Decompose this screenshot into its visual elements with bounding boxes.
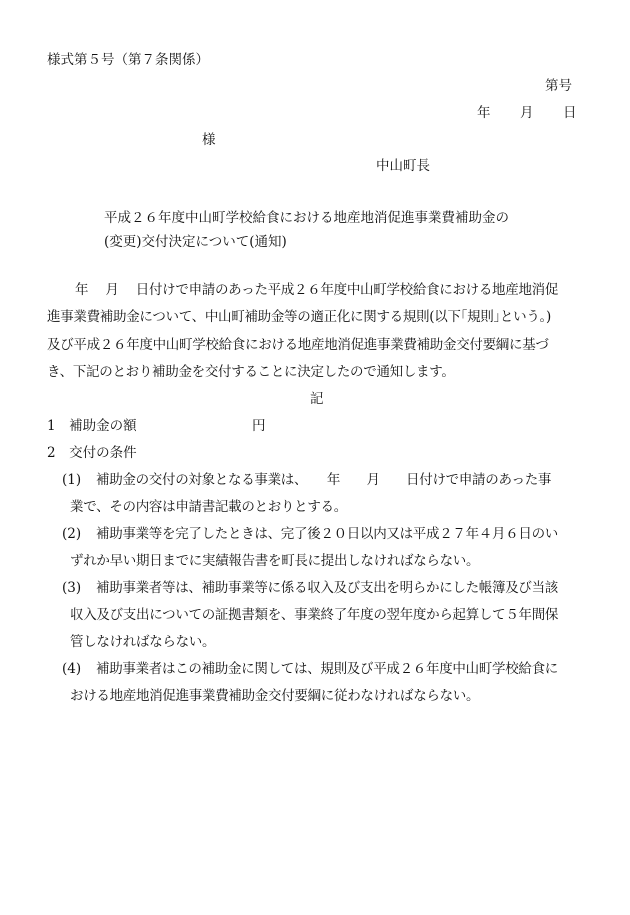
condition-4-line-2: おける地産地消促進事業費補助金交付要綱に従わなければならない。 [70,688,480,704]
date-day: 日 [563,105,577,121]
condition-1-number: (1) [62,472,82,488]
condition-4-number: (4) [62,661,82,677]
condition-2-line-2: ずれか早い期日までに実績報告書を町長に提出しなければならない。 [70,553,480,569]
condition-3-line-2: 収入及び支出についての証拠書類を、事業終了年度の翌年度から起算して５年間保 [70,607,559,623]
body-line-4: き、下記のとおり補助金を交付することに決定したので通知します。 [47,364,455,380]
condition-2-number: (2) [62,526,82,542]
item-1-label: 1 補助金の額 [47,418,137,434]
condition-4-line-1: 補助事業者はこの補助金に関しては、規則及び平成２６年度中山町学校給食に [96,661,558,677]
body-line-1: 年 月 日付けで申請のあった平成２６年度中山町学校給食における地産地消促 [75,282,559,298]
recipient-suffix: 様 [202,132,216,148]
item-1-unit: 円 [252,418,266,434]
item-2-label: 2 交付の条件 [47,445,137,461]
issuer-name: 中山町長 [376,158,430,174]
body-line-2: 進事業費補助金について、中山町補助金等の適正化に関する規則(以下｢規則｣という。) [47,309,551,325]
condition-1-line-1: 補助金の交付の対象となる事業は、 年 月 日付けで申請のあった事 [96,472,552,488]
ki-label: 記 [310,391,324,407]
condition-3-line-3: 管しなければならない。 [70,634,216,650]
condition-2-line-1: 補助事業等を完了したときは、完了後２０日以内又は平成２７年４月６日のい [96,526,558,542]
condition-1-line-2: 業で、その内容は申請書記載のとおりとする。 [70,499,347,515]
title-line-1: 平成２６年度中山町学校給食における地産地消促進事業費補助金の [104,210,509,226]
form-label: 様式第５号（第７条関係） [47,52,209,68]
condition-3-number: (3) [62,580,82,596]
date-month: 月 [520,105,534,121]
condition-3-line-1: 補助事業者等は、補助事業等に係る収入及び支出を明らかにした帳簿及び当該 [96,580,558,596]
document-number-label: 第号 [545,78,572,94]
body-line-3: 及び平成２６年度中山町学校給食における地産地消促進事業費補助金交付要綱に基づ [47,337,549,353]
title-line-2: (変更)交付決定について(通知) [104,234,287,250]
date-year: 年 [477,105,491,121]
